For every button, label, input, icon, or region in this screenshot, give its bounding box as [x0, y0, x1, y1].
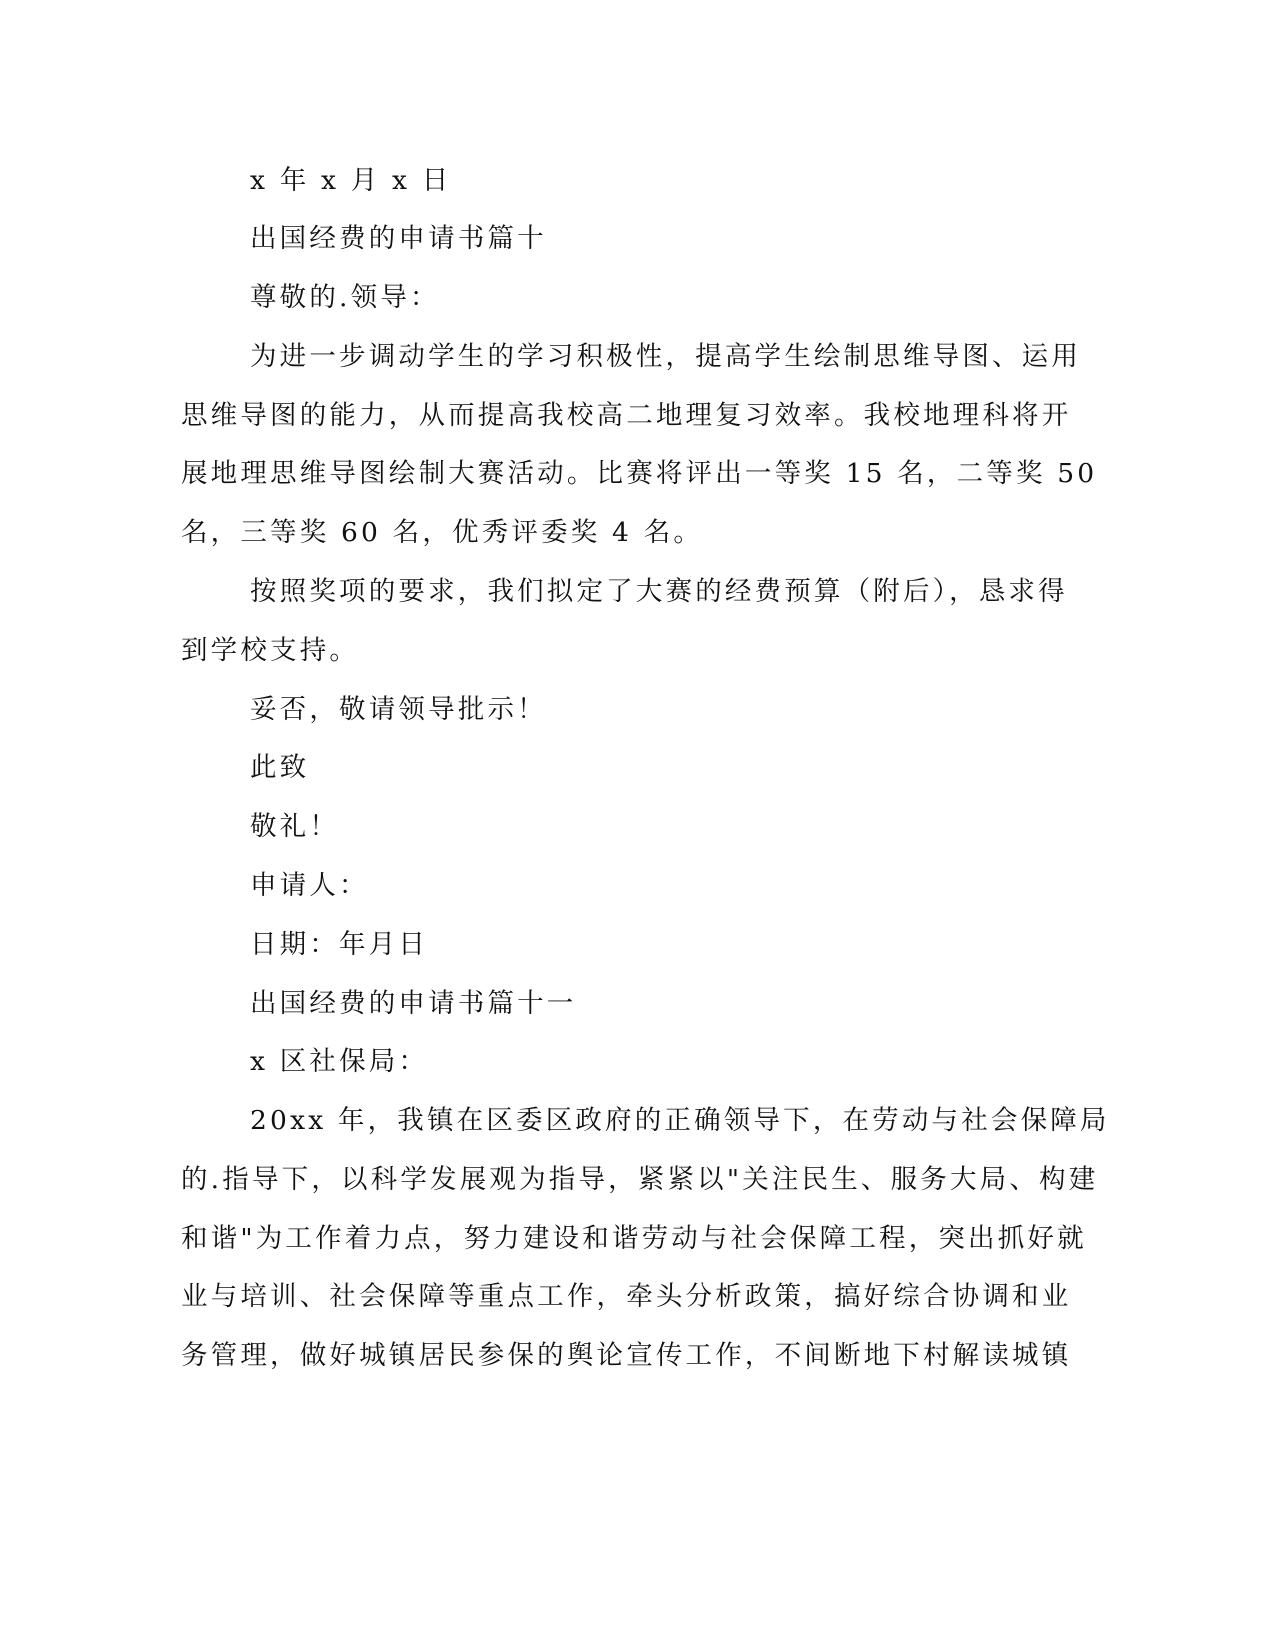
paragraph-line: 到学校支持。 [181, 635, 360, 666]
paragraph-line: 业与培训、社会保障等重点工作，牵头分析政策，搞好综合协调和业 [181, 1281, 1072, 1312]
paragraph-line: 按照奖项的要求，我们拟定了大赛的经费预算（附后），恳求得 [250, 576, 1068, 607]
paragraph-line: 务管理，做好城镇居民参保的舆论宣传工作，不间断地下村解读城镇 [181, 1340, 1072, 1371]
section-title-10: 出国经费的申请书篇十 [250, 223, 547, 254]
closing-line: 此致 [250, 752, 310, 783]
paragraph-line: 20xx 年，我镇在区委区政府的正确领导下，在劳动与社会保障局 [250, 1105, 1110, 1136]
paragraph-line: 思维导图的能力，从而提高我校高二地理复习效率。我校地理科将开 [181, 400, 1072, 431]
applicant-line: 申请人： [250, 870, 369, 901]
paragraph-line: 为进一步调动学生的学习积极性，提高学生绘制思维导图、运用 [250, 341, 1082, 372]
date-line: x 年 x 月 x 日 [250, 165, 452, 196]
request-line: 妥否，敬请领导批示！ [250, 694, 547, 725]
closing-regards: 敬礼！ [250, 811, 340, 842]
addressee: x 区社保局： [250, 1046, 429, 1077]
paragraph-line: 名，三等奖 60 名，优秀评委奖 4 名。 [181, 517, 704, 548]
signature-date-line: 日期：年月日 [250, 929, 429, 960]
paragraph-line: 和谐"为工作着力点，努力建设和谐劳动与社会保障工程，突出抓好就 [181, 1223, 1087, 1254]
section-title-11: 出国经费的申请书篇十一 [250, 988, 577, 1019]
paragraph-line: 的.指导下，以科学发展观为指导，紧紧以"关注民生、服务大局、构建 [181, 1164, 1099, 1195]
salutation: 尊敬的.领导： [250, 282, 440, 313]
paragraph-line: 展地理思维导图绘制大赛活动。比赛将评出一等奖 15 名，二等奖 50 [181, 458, 1098, 489]
